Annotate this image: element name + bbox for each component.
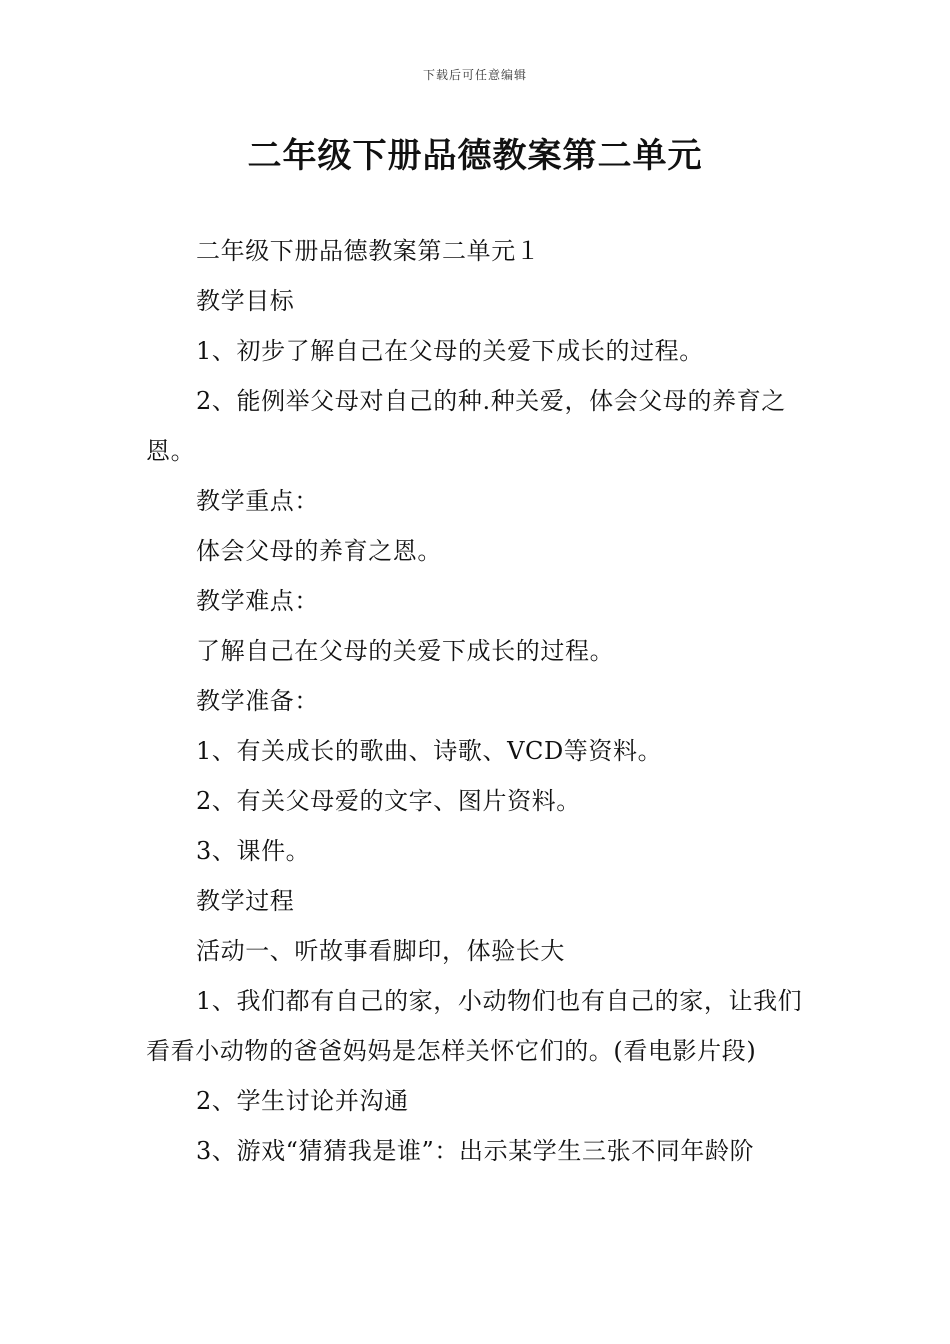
- paragraph: 2、学生讨论并沟通: [196, 1087, 409, 1115]
- paragraph: 教学难点：: [196, 587, 319, 615]
- paragraph: 体会父母的养育之恩。: [196, 537, 442, 565]
- paragraph: 教学过程: [196, 887, 295, 915]
- paragraph: 1、我们都有自己的家，小动物们也有自己的家，让我们看看小动物的爸爸妈妈是怎样关怀它们的。(看电影片段): [146, 987, 803, 1065]
- paragraph: 活动一、听故事看脚印，体验长大: [196, 937, 565, 965]
- paragraph: 了解自己在父母的关爱下成长的过程。: [196, 637, 615, 665]
- paragraph: 2、有关父母爱的文字、图片资料。: [196, 787, 581, 815]
- paragraph: 3、课件。: [196, 837, 311, 865]
- paragraph: 1、初步了解自己在父母的关爱下成长的过程。: [196, 337, 704, 365]
- paragraph: 教学重点：: [196, 487, 319, 515]
- paragraph: 3、游戏“猜猜我是谁”：出示某学生三张不同年龄阶: [196, 1137, 755, 1165]
- header-note: 下载后可任意编辑: [422, 68, 527, 82]
- paragraph: 教学目标: [196, 287, 295, 315]
- document-body: [146, 226, 808, 1176]
- paragraph: 教学准备：: [196, 687, 319, 715]
- document-title: 二年级下册品德教案第二单元: [247, 136, 703, 176]
- paragraph: 2、能例举父母对自己的种.种关爱，体会父母的养育之恩。: [146, 387, 786, 465]
- paragraph: 二年级下册品德教案第二单元１: [196, 237, 541, 265]
- paragraph: 1、有关成长的歌曲、诗歌、VCD等资料。: [196, 737, 663, 765]
